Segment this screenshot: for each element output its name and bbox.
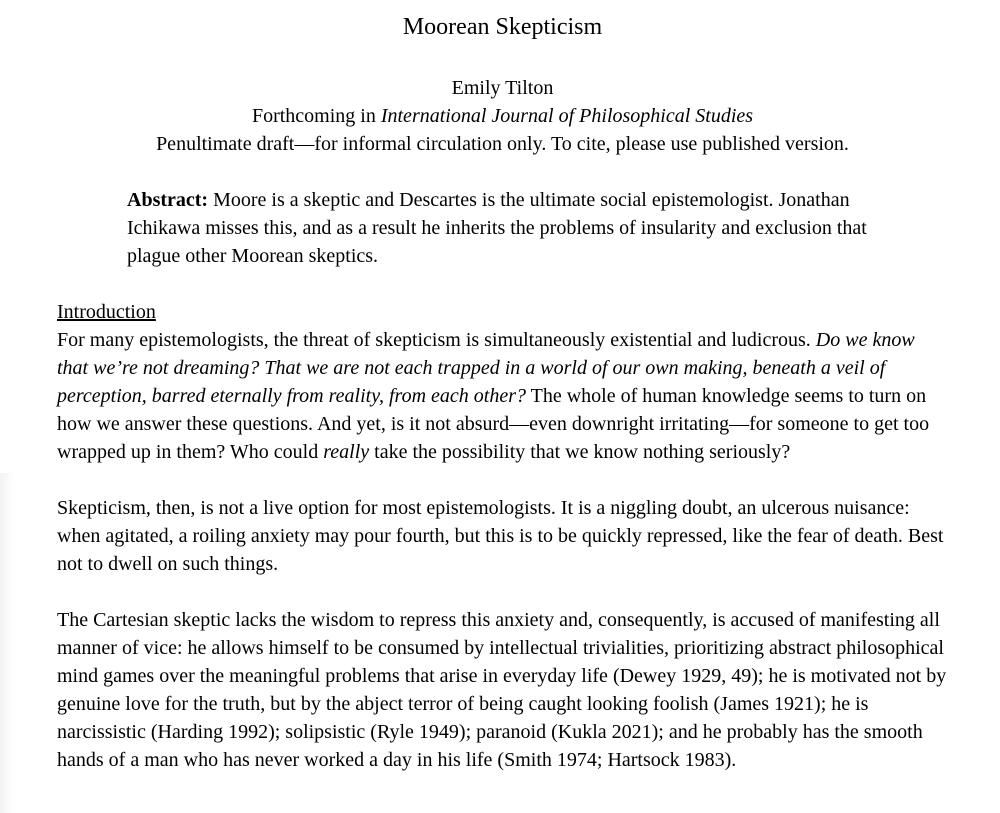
forthcoming-line	[57, 102, 948, 130]
journal-name: International Journal of Philosophical Studies	[380, 105, 754, 127]
paper-header	[57, 13, 948, 158]
intro-paragraph-1	[57, 326, 948, 466]
p1-segment-4-italic: really	[323, 441, 370, 463]
introduction-heading: Introduction	[57, 301, 156, 323]
p1-segment-2-italic: Do we know that we’re not dreaming? That we are not each trapped in a world of our own making, beneath a veil of perception, barred eternally from reality, from each other?	[57, 329, 915, 407]
abstract-label: Abstract:	[127, 189, 209, 211]
abstract-block	[127, 186, 912, 270]
abstract-text: Moore is a skeptic and Descartes is the ultimate social epistemologist. Jonathan Ichikawa misses this, and as a result he inherits the problems of insularity and exclusion that plague other Moorean skeptics.	[127, 189, 867, 267]
page-edge-shadow	[0, 473, 14, 813]
p1-segment-3: The whole of human knowledge seems to turn on how we answer these questions. And yet, is it not absurd—even downright irritating—for someone to get too wrapped up in them? Who could	[57, 385, 930, 463]
intro-paragraph-2: Skepticism, then, is not a live option for most epistemologists. It is a niggling doubt, an ulcerous nuisance: when agitated, a roiling anxiety may pour fourth, but this is to be quickly repressed, like the fear of death. Best not to dwell on such things.	[57, 497, 944, 575]
p1-segment-1: For many epistemologists, the threat of skepticism is simultaneously existential and ludicrous.	[57, 329, 816, 351]
forthcoming-prefix: Forthcoming in	[251, 105, 381, 127]
paper-title: Moorean Skepticism	[402, 14, 603, 40]
p1-segment-5: take the possibility that we know nothing seriously?	[369, 441, 791, 463]
intro-paragraph-3: The Cartesian skeptic lacks the wisdom to repress this anxiety and, consequently, is accused of manifesting all manner of vice: he allows himself to be consumed by intellectual trivialities, prioritizing abstract philosophical mind games over the meaningful problems that arise in everyday life (Dewey 1929, 49); he is motivated not by genuine love for the truth, but by the abject terror of being caught looking foolish (James 1921); he is narcissistic (Harding 1992); solipsistic (Ryle 1949); paranoid (Kukla 2021); and he probably has the smooth hands of a man who has never worked a day in his life (Smith 1974; Hartsock 1983).	[57, 609, 947, 771]
author-name: Emily Tilton	[451, 77, 554, 99]
draft-note: Penultimate draft—for informal circulation only. To cite, please use published version.	[156, 133, 849, 155]
